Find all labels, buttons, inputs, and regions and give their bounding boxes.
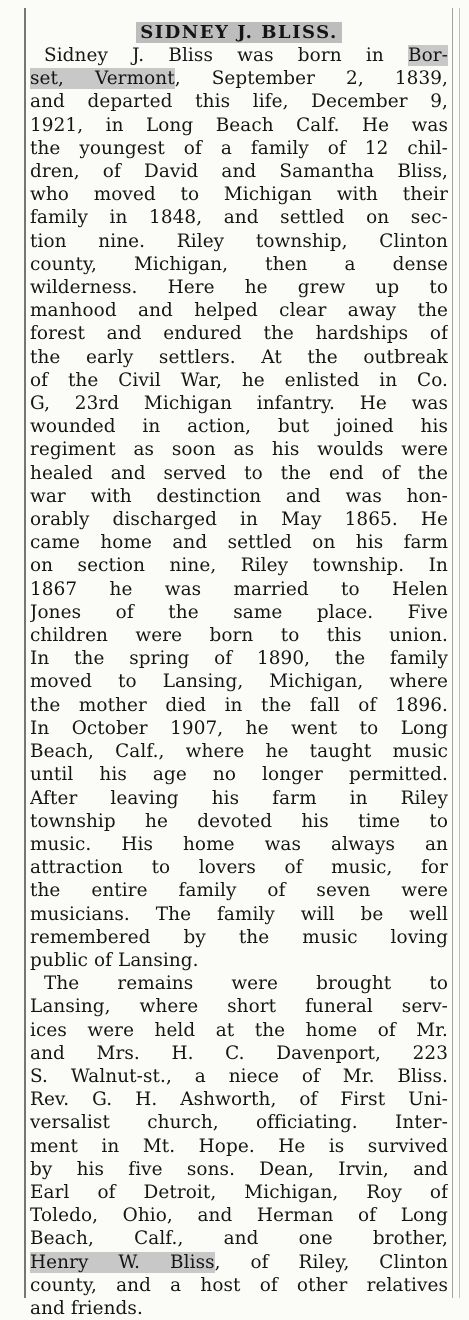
line-text: wilderness. Here he grew up to <box>30 277 448 299</box>
line-text: the youngest of a family of 12 chil- <box>30 137 448 159</box>
text-line <box>30 160 448 183</box>
obituary-paragraph-1 <box>30 44 448 972</box>
text-line <box>30 183 448 206</box>
line-text: children were born to this union. <box>30 625 448 647</box>
line-text: 1921, in Long Beach Calf. He was <box>30 114 448 136</box>
text-line <box>30 415 448 438</box>
line-text: G, 23rd Michigan infantry. He was <box>30 393 448 415</box>
line-text: family in 1848, and settled on sec- <box>30 207 448 229</box>
line-text: versalist church, officiating. Inter- <box>30 1112 448 1134</box>
text-line <box>30 114 448 137</box>
text-line <box>30 1158 448 1181</box>
line-text: In October 1907, he went to Long <box>30 717 448 739</box>
column-rule-right <box>452 8 453 1298</box>
text-line <box>30 1204 448 1227</box>
line-text: regiment as soon as his woulds were <box>30 439 448 461</box>
line-text: The remains were brought to <box>44 973 448 995</box>
line-text: the early settlers. At the outbreak <box>30 346 448 368</box>
text-line <box>30 137 448 160</box>
text-line <box>30 44 448 67</box>
line-text: music. His home was always an <box>30 833 448 855</box>
line-text: county, and a host of other relatives <box>30 1274 448 1296</box>
text-line <box>30 253 448 276</box>
line-text: by his five sons. Dean, Irvin, and <box>30 1158 448 1180</box>
text-line <box>30 369 448 392</box>
line-text: ices were held at the home of Mr. <box>30 1019 448 1041</box>
text-line <box>30 903 448 926</box>
line-text: township he devoted his time to <box>30 810 448 832</box>
text-line <box>30 1297 448 1320</box>
line-text: orably discharged in May 1865. He <box>30 509 448 531</box>
line-text: wounded in action, but joined his <box>30 416 448 438</box>
line-text: ment in Mt. Hope. He is survived <box>30 1135 448 1157</box>
text-line <box>30 508 448 531</box>
text-line <box>30 856 448 879</box>
line-text: who moved to Michigan with their <box>30 184 448 206</box>
line-text: the mother died in the fall of 1896. <box>30 694 448 716</box>
text-line <box>30 276 448 299</box>
line-text: and departed this life, December 9, <box>30 91 448 113</box>
line-text: healed and served to the end of the <box>30 462 448 484</box>
obituary-paragraph-2 <box>30 972 448 1320</box>
text-line <box>30 462 448 485</box>
text-line <box>30 392 448 415</box>
text-line <box>30 879 448 902</box>
text-line <box>30 554 448 577</box>
highlighted-name: Bor- <box>408 45 448 66</box>
line-text: and Mrs. H. C. Davenport, 223 <box>30 1042 448 1064</box>
text-line <box>30 972 448 995</box>
text-line <box>30 694 448 717</box>
line-text: attraction to lovers of music, for <box>30 857 448 879</box>
line-text: Rev. G. H. Ashworth, of First Uni- <box>30 1089 448 1111</box>
line-text: came home and settled on his farm <box>30 532 448 554</box>
line-text: of the Civil War, he enlisted in Co. <box>30 369 448 391</box>
text-line <box>30 485 448 508</box>
line-text: moved to Lansing, Michigan, where <box>30 671 448 693</box>
text-line <box>30 670 448 693</box>
text-line <box>30 624 448 647</box>
text-line <box>30 578 448 601</box>
line-text: Lansing, where short funeral serv- <box>30 996 448 1018</box>
text-line <box>30 206 448 229</box>
line-text: county, Michigan, then a dense <box>30 253 448 275</box>
text-line <box>30 299 448 322</box>
text-line <box>30 67 448 90</box>
text-line <box>30 322 448 345</box>
text-line <box>30 601 448 624</box>
line-text: musicians. The family will be well <box>30 903 448 925</box>
line-text: Earl of Detroit, Michigan, Roy of <box>30 1181 448 1203</box>
text-line <box>30 926 448 949</box>
text-line <box>30 90 448 113</box>
text-line <box>30 717 448 740</box>
line-text: and friends. <box>30 1297 143 1319</box>
line-text: until his age no longer permitted. <box>30 764 448 786</box>
text-line <box>30 1274 448 1297</box>
line-text: , September 2, 1839, <box>174 68 448 90</box>
text-line <box>30 949 448 972</box>
line-text: remembered by the music loving <box>30 926 448 948</box>
text-line <box>30 810 448 833</box>
line-text: , of Riley, Clinton <box>214 1251 448 1273</box>
text-line <box>30 230 448 253</box>
column-rule-right-outer <box>459 8 460 1298</box>
line-text: After leaving his farm in Riley <box>30 787 448 809</box>
line-text: manhood and helped clear away the <box>30 300 448 322</box>
line-text: 1867 he was married to Helen <box>30 578 448 600</box>
line-text: In the spring of 1890, the family <box>30 648 448 670</box>
text-line <box>30 346 448 369</box>
line-text: dren, of David and Samantha Bliss, <box>30 161 448 183</box>
text-line <box>30 1111 448 1134</box>
highlighted-name: set, Vermont <box>30 68 175 90</box>
text-line <box>30 763 448 786</box>
line-text: Toledo, Ohio, and Herman of Long <box>30 1205 448 1227</box>
column-rule-left <box>24 8 26 1298</box>
highlighted-name: Henry W. Bliss <box>30 1251 215 1273</box>
text-line <box>30 1227 448 1250</box>
text-line <box>30 740 448 763</box>
line-text: Beach, Calf., where he taught music <box>30 741 448 763</box>
text-line <box>30 1251 448 1274</box>
text-line <box>30 833 448 856</box>
obituary-column <box>30 22 448 1320</box>
text-line <box>30 1135 448 1158</box>
line-text: Jones of the same place. Five <box>30 601 448 623</box>
text-line <box>30 1019 448 1042</box>
line-text: S. Walnut-st., a niece of Mr. Bliss. <box>30 1065 448 1087</box>
line-text: the entire family of seven were <box>30 880 448 902</box>
line-text: tion nine. Riley township, Clinton <box>30 230 448 252</box>
line-text: Sidney J. Bliss was born in <box>44 45 408 66</box>
text-line <box>30 438 448 461</box>
text-line <box>30 647 448 670</box>
text-line <box>30 995 448 1018</box>
line-text: forest and endured the hardships of <box>30 323 448 345</box>
text-line <box>30 1042 448 1065</box>
line-text: Beach, Calf., and one brother, <box>30 1228 448 1250</box>
obituary-headline <box>30 22 448 44</box>
text-line <box>30 1088 448 1111</box>
line-text: on section nine, Riley township. In <box>30 555 448 577</box>
text-line <box>30 1181 448 1204</box>
headline-text: SIDNEY J. BLISS. <box>136 22 342 43</box>
text-line <box>30 1065 448 1088</box>
text-line <box>30 787 448 810</box>
line-text: public of Lansing. <box>30 949 199 971</box>
text-line <box>30 531 448 554</box>
line-text: war with destinction and was hon- <box>30 485 448 507</box>
